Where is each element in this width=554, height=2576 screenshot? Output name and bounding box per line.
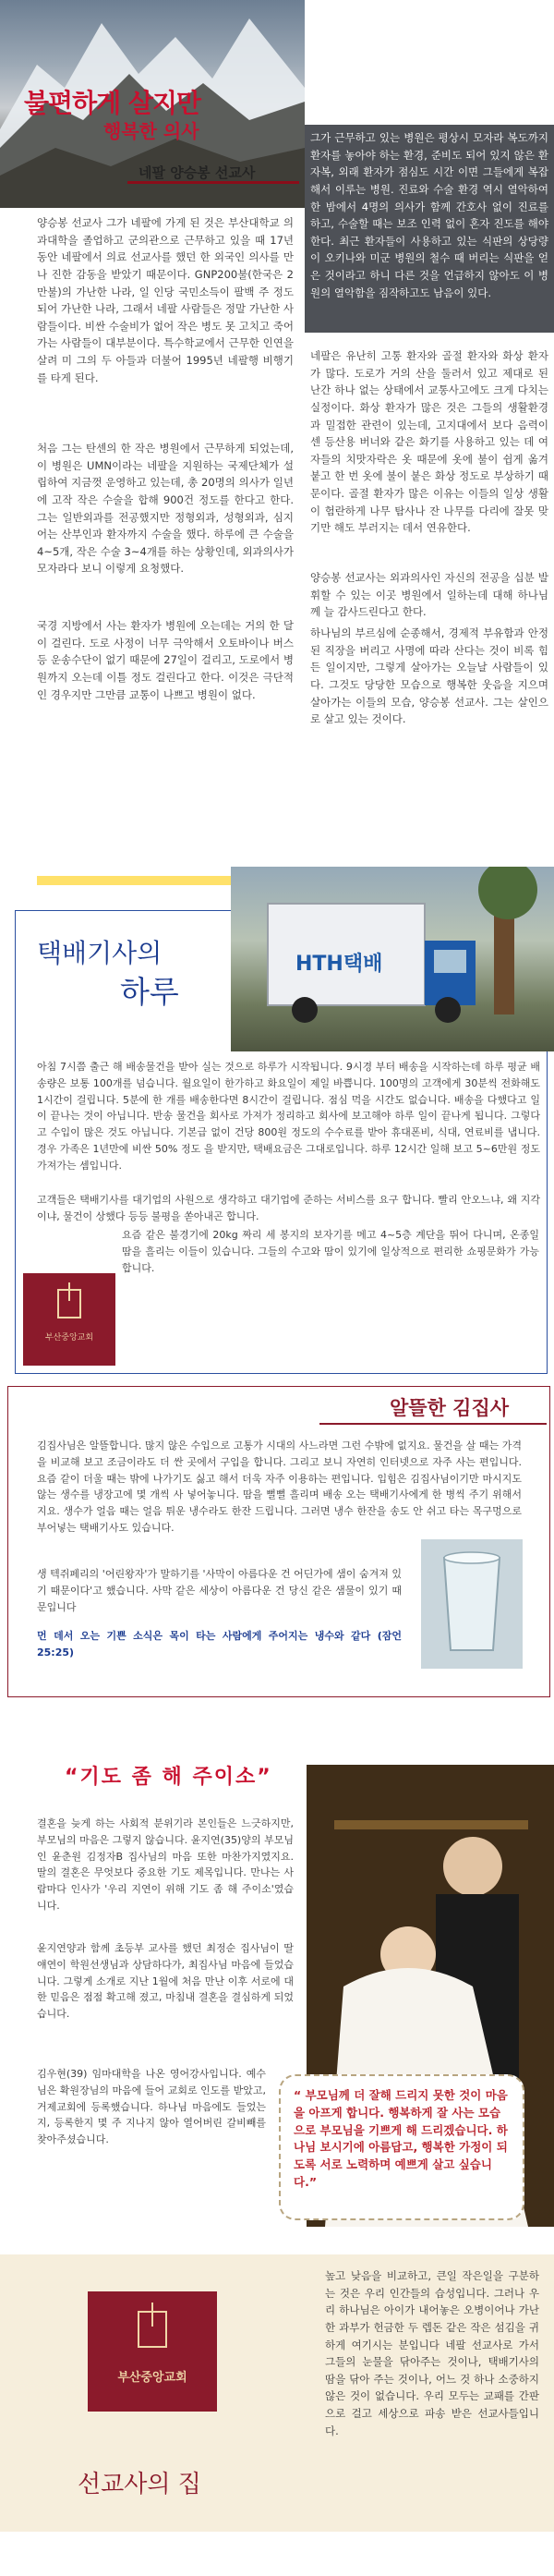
church-logo-small <box>23 1273 115 1366</box>
kim-title-line <box>319 1423 547 1425</box>
kim-body: 김집사님은 알뜰합니다. 많지 않은 수입으로 고통가 시대의 사느라면 그런 수밖에 없지요. 물건을 살 때는 가격을 비교해 보고 조금이라도 더 싼 곳에서 구입을 합니다. 그리고 보니 자연히 인터넷으로 자주 사는 편입니다. 요즘 같이 더울 때는 밖에 나가기도 싫고 해서 더욱 자주 이용하는 편입니다. 입힘은 김집사님이기만 마시지도 않는 생수를 냉장고에 몇 개씩 사 넣어놓니다. 땀을 뻘뻘 흘리며 배송 오는 택배기사에게 한 병씩 주기 위해서지요. 생수가 얼음 때는 얼음 튀운 냉수라도 한잔 드립니다. 그러면 냉수 한잔을 송도 안 쉬고 타는 목구멍으로 부어넣는 택배기사도 있습니다. <box>37 1440 522 1535</box>
church-logo-large <box>88 2291 217 2412</box>
delivery-body2: 고객들은 택배기사를 대기업의 사원으로 생각하고 대기업에 준하는 서비스를 요구 합니다. 빨리 안오느냐, 왜 지각이냐, 물건이 상했다 등등 불평을 쏟아내곤 합니다. <box>37 1194 540 1222</box>
title-sub: 행복한 의사 <box>103 120 199 142</box>
couple-quote-box <box>279 2074 524 2220</box>
couple-quote: “ 부모님께 더 잘해 드리지 못한 것이 마음을 아프게 합니다. 행복하게 잘 사는 모습으로 부모님을 기쁘게 해 드리겠습니다. 하나님 보시기에 아름답고, 행복한 가정이 되도록 서로 노력하며 예쁘게 살고 싶습니다.” <box>294 2088 508 2189</box>
truck-label: HTH택배 <box>295 953 383 976</box>
left-column-p2: 처음 그는 탄센의 한 작은 병원에서 근무하게 되었는데, 이 병원은 UMN이라는 네팔을 지원하는 국제단체가 설립하여 지금껏 운영하고 있는데, 총 20명의 의사가 일년에 고작 작은 수술을 합해 900건 정도를 한다고 한다. 그는 일반외과를 전공했지만 정형외과, 성형외과, 심지어는 산부인과 환자까지 수술을 했다. 하루에 큰 수술을 4~5개, 작은 수술 3~4개를 하는 상황인데, 외과의사가 모자라다 보니 이렇게 요청했다. <box>37 442 294 576</box>
prayer-title: “기도 좀 해 주이소” <box>65 1766 272 1789</box>
delivery-body: 아침 7시쯤 출근 해 배송물건을 받아 실는 것으로 하루가 시작됩니다. 9시경 부터 배송을 시작하는데 하루 평균 배송량은 보통 100개를 넘습니다. 월요일이 한가하고 화요일이 제일 바쁩니다. 100명의 고객에게 30분씩 전화해도 1시간이 걸립니다. 5분에 한 개를 배송한다면 8시간이 걸립니다. 점심 먹을 시간도 없습니다. 배송을 다했다고 일이 끝나는 것이 아닙니다. 반송 물건을 회사로 가져가 정리하고 회사에 보고해야 하루 일이 끝나게 됩니다. 그렇다고 수입이 많은 것도 아닙니다. 기본급 없이 건당 800원 정도의 수수료를 받아 휴대폰비, 식대, 연료비를 냅니다. 경우 가족은 1년만에 비싼 50% 정도 을 받지만, 택배요금은 그대로입니다. 하루 12시간 일해 보고 5~6만원 정도 가져가는 셈입니다. <box>37 1061 540 1172</box>
prayer-p3: 김우현(39) 임마대학을 나온 영어강사입니다. 예수님은 확원장님의 마음에 들어 교회로 인도를 받았고, 거제교회에 등록했습니다. 하나님 마음에도 들었는지, 등록한지 몇 주 지나지 않아 열어버린 갈비빼를 찾아주셨습니다. <box>37 2068 266 2146</box>
right-column-p2: 네팔은 유난히 고통 환자와 골절 환자와 화상 환자가 많다. 도로가 거의 산을 둘러서 있고 제대로 된 난간 하나 없는 상태에서 교통사고에도 크게 다치는 실정이다. 화상 환자가 많은 것은 그들의 생활환경과 밀접한 관련이 있는데, 고지대에서 보다 음력이 센 등산용 버너와 같은 화기를 사용하고 있는 데 여자들의 치맛자락은 옷 때문에 옷에 불이 쉽게 옮겨 붙고 한 번 옷에 불이 붙은 화상 정도로 부상하기 때문이다. 골절 환자가 많은 이유는 이들의 일상 생활이 험란하게 나무 탐사나 잔 나무를 다리에 잘못 맞기만 해도 부러지는 데서 연유한다. <box>310 349 548 535</box>
kim-body2: 생 텍쥐페리의 '어린왕자'가 말하기를 '사막이 아름다운 건 어딘가에 샘이 숨겨져 있기 때문이다'고 했습니다. 사막 같은 세상이 아름다운 건 당신 같은 샘물이 있기 때문입니다 <box>37 1568 402 1613</box>
truck-photo <box>231 867 554 1051</box>
prayer-p1: 결혼을 늦게 하는 사회적 분위기라 본인들은 느긋하지만, 부모님의 마음은 그렇지 않습니다. 윤지연(35)양의 부모님인 윤춘원 김정자B 집사님의 마음 또한 마찬가지였지요. 딸의 결혼은 무엇보다 중요한 기도 제목입니다. 만나는 사람마다 인사가 '우리 지연이 위해 기도 좀 해 주이소'였습니다. <box>37 1817 294 1913</box>
delivery-title-line1: 택배기사의 <box>37 938 163 968</box>
left-column-p1: 양승봉 선교사 그가 네팔에 가게 된 것은 부산대학교 의과대학을 졸업하고 군의관으로 근무하고 있을 때 17년 동안 네팔에서 의료 선교사를 했던 한 외국인 의사를 만나 진한 감동을 받았기 때문이다. GNP200불(한국은 2만불)의 가난한 나라, 일 인당 국민소득이 팔백 주 정도 되어 가난한 나라, 그래서 네팔 사람들은 정말 가난한 사람들이다. 비싼 수술비가 없어 작은 병도 못 고치고 죽어가는 사람들이 대부분이다. 특수학교에서 근무한 인연을 살려 미 그의 두 아들과 더불어 1995년 네팔행 비행기를 타게 된다. <box>37 216 294 384</box>
right-column-p4: 하나님의 부르심에 순종해서, 경제적 부유함과 안정된 직장을 버리고 사명에 따라 산다는 것이 비록 힘든 일이지만, 그렇게 살아가는 오늘날 사람들이 있다. 그것도 당당한 모습으로 행복한 웃음을 지으며 살아가는 이들의 모습, 양승봉 선교사. 그는 살인으로 살고 있는 것이다. <box>310 626 548 726</box>
title-underline <box>127 181 299 184</box>
left-column-p3: 국경 지방에서 사는 환자가 병원에 오는데는 거의 한 달이 걸린다. 도로 사정이 너무 극악해서 오토바이나 버스 등 운송수단이 없기 때문에 27일이 걸리고, 도로에서 병원까지 오는데 이틀 정도 걸린다고 한다. 이것은 극단적인 경우지만 그만큼 교통이 나쁘고 병원이 없다. <box>37 619 294 701</box>
delivery-title-line2: 하루 <box>120 974 179 1010</box>
article-title <box>24 83 301 143</box>
prayer-p2: 윤지연양과 함께 초등부 교사를 했던 최정순 집사님이 딸 얘연이 학원선생님과 상담하다가, 최집사님 마음에 들었습니다. 그렇게 소개로 지난 1월에 처음 만난 이후 서로에 대한 믿음은 점점 확고해 졌고, 마침내 결혼을 결심하게 되었습니다. <box>37 1942 294 2021</box>
missionary-house-title: 선교사의 집 <box>78 2471 201 2498</box>
right-column-p3: 양승봉 선교사는 외과의사인 자신의 전공을 십분 발휘할 수 있는 이곳 병원에서 일하는데 대해 하나님께 늘 감사드린다고 한다. <box>310 571 548 619</box>
bible-verse: 먼 데서 오는 기쁜 소식은 목이 타는 사람에게 주어지는 냉수와 같다 (잠언 25:25) <box>37 1630 402 1659</box>
byline: 네팔 양승봉 선교사 <box>138 164 256 181</box>
delivery-body3: 요즘 같은 불경기에 20kg 짜리 세 봉지의 보자기를 메고 4~5층 계단을 뛰어 다니며, 온종일 땀을 흘리는 이들이 있습니다. 그들의 수고와 땀이 있기에 일상적으로 편리한 쇼핑문화가 가능합니다. <box>122 1229 539 1274</box>
church-logo-text: 부산중앙교회 <box>117 2371 187 2385</box>
kim-title: 알뜰한 김집사 <box>390 1397 510 1419</box>
closing-paragraph: 높고 낮음을 비교하고, 큰일 작은일을 구분하는 것은 우리 인간들의 습성입니다. 그러나 우리 하나님은 아이가 내어놓은 오병이어나 가난한 과부가 헌금한 두 렙돈 같은 작은 섬김을 귀하게 여기시는 분입니다 네팔 선교사로 가서 그들의 눈물을 닦아주는 것이나, 택배기사의 땀을 닦아 주는 것이나, 어느 것 하나 소중하지 않은 것이 없습니다. 우리 모두는 교패를 간판으로 걸고 세상으로 파송 받은 선교사들입니다. <box>325 2269 539 2437</box>
church-logo-small-text: 부산중앙교회 <box>44 1333 94 1343</box>
water-glass-image <box>421 1539 523 1669</box>
title-main: 불편하게 살지만 <box>24 88 201 118</box>
right-column-p1: 그가 근무하고 있는 병원은 평상시 모자라 복도까지 환자를 놓아야 하는 환경, 준비도 되어 있지 않은 환자복, 외래 환자가 점심도 시간 이면 그들에게 복잡해서 이루는 병원. 진료와 수술 환경 역시 열악하여 한 밤에서 4명의 의사가 함께 간호사 없이 진료를 하고, 수술할 때는 보조 인력 없이 혼자 진도를 해야 한다. 최근 환자들이 사용하고 있는 식판의 상당량이 오키나와 미군 병원의 철수 때 버리는 식판을 얻은 것이라고 하니 다른 것을 언급하지 않아도 이 병원의 열악함을 짐작하고도 남음이 있다. <box>310 131 548 299</box>
